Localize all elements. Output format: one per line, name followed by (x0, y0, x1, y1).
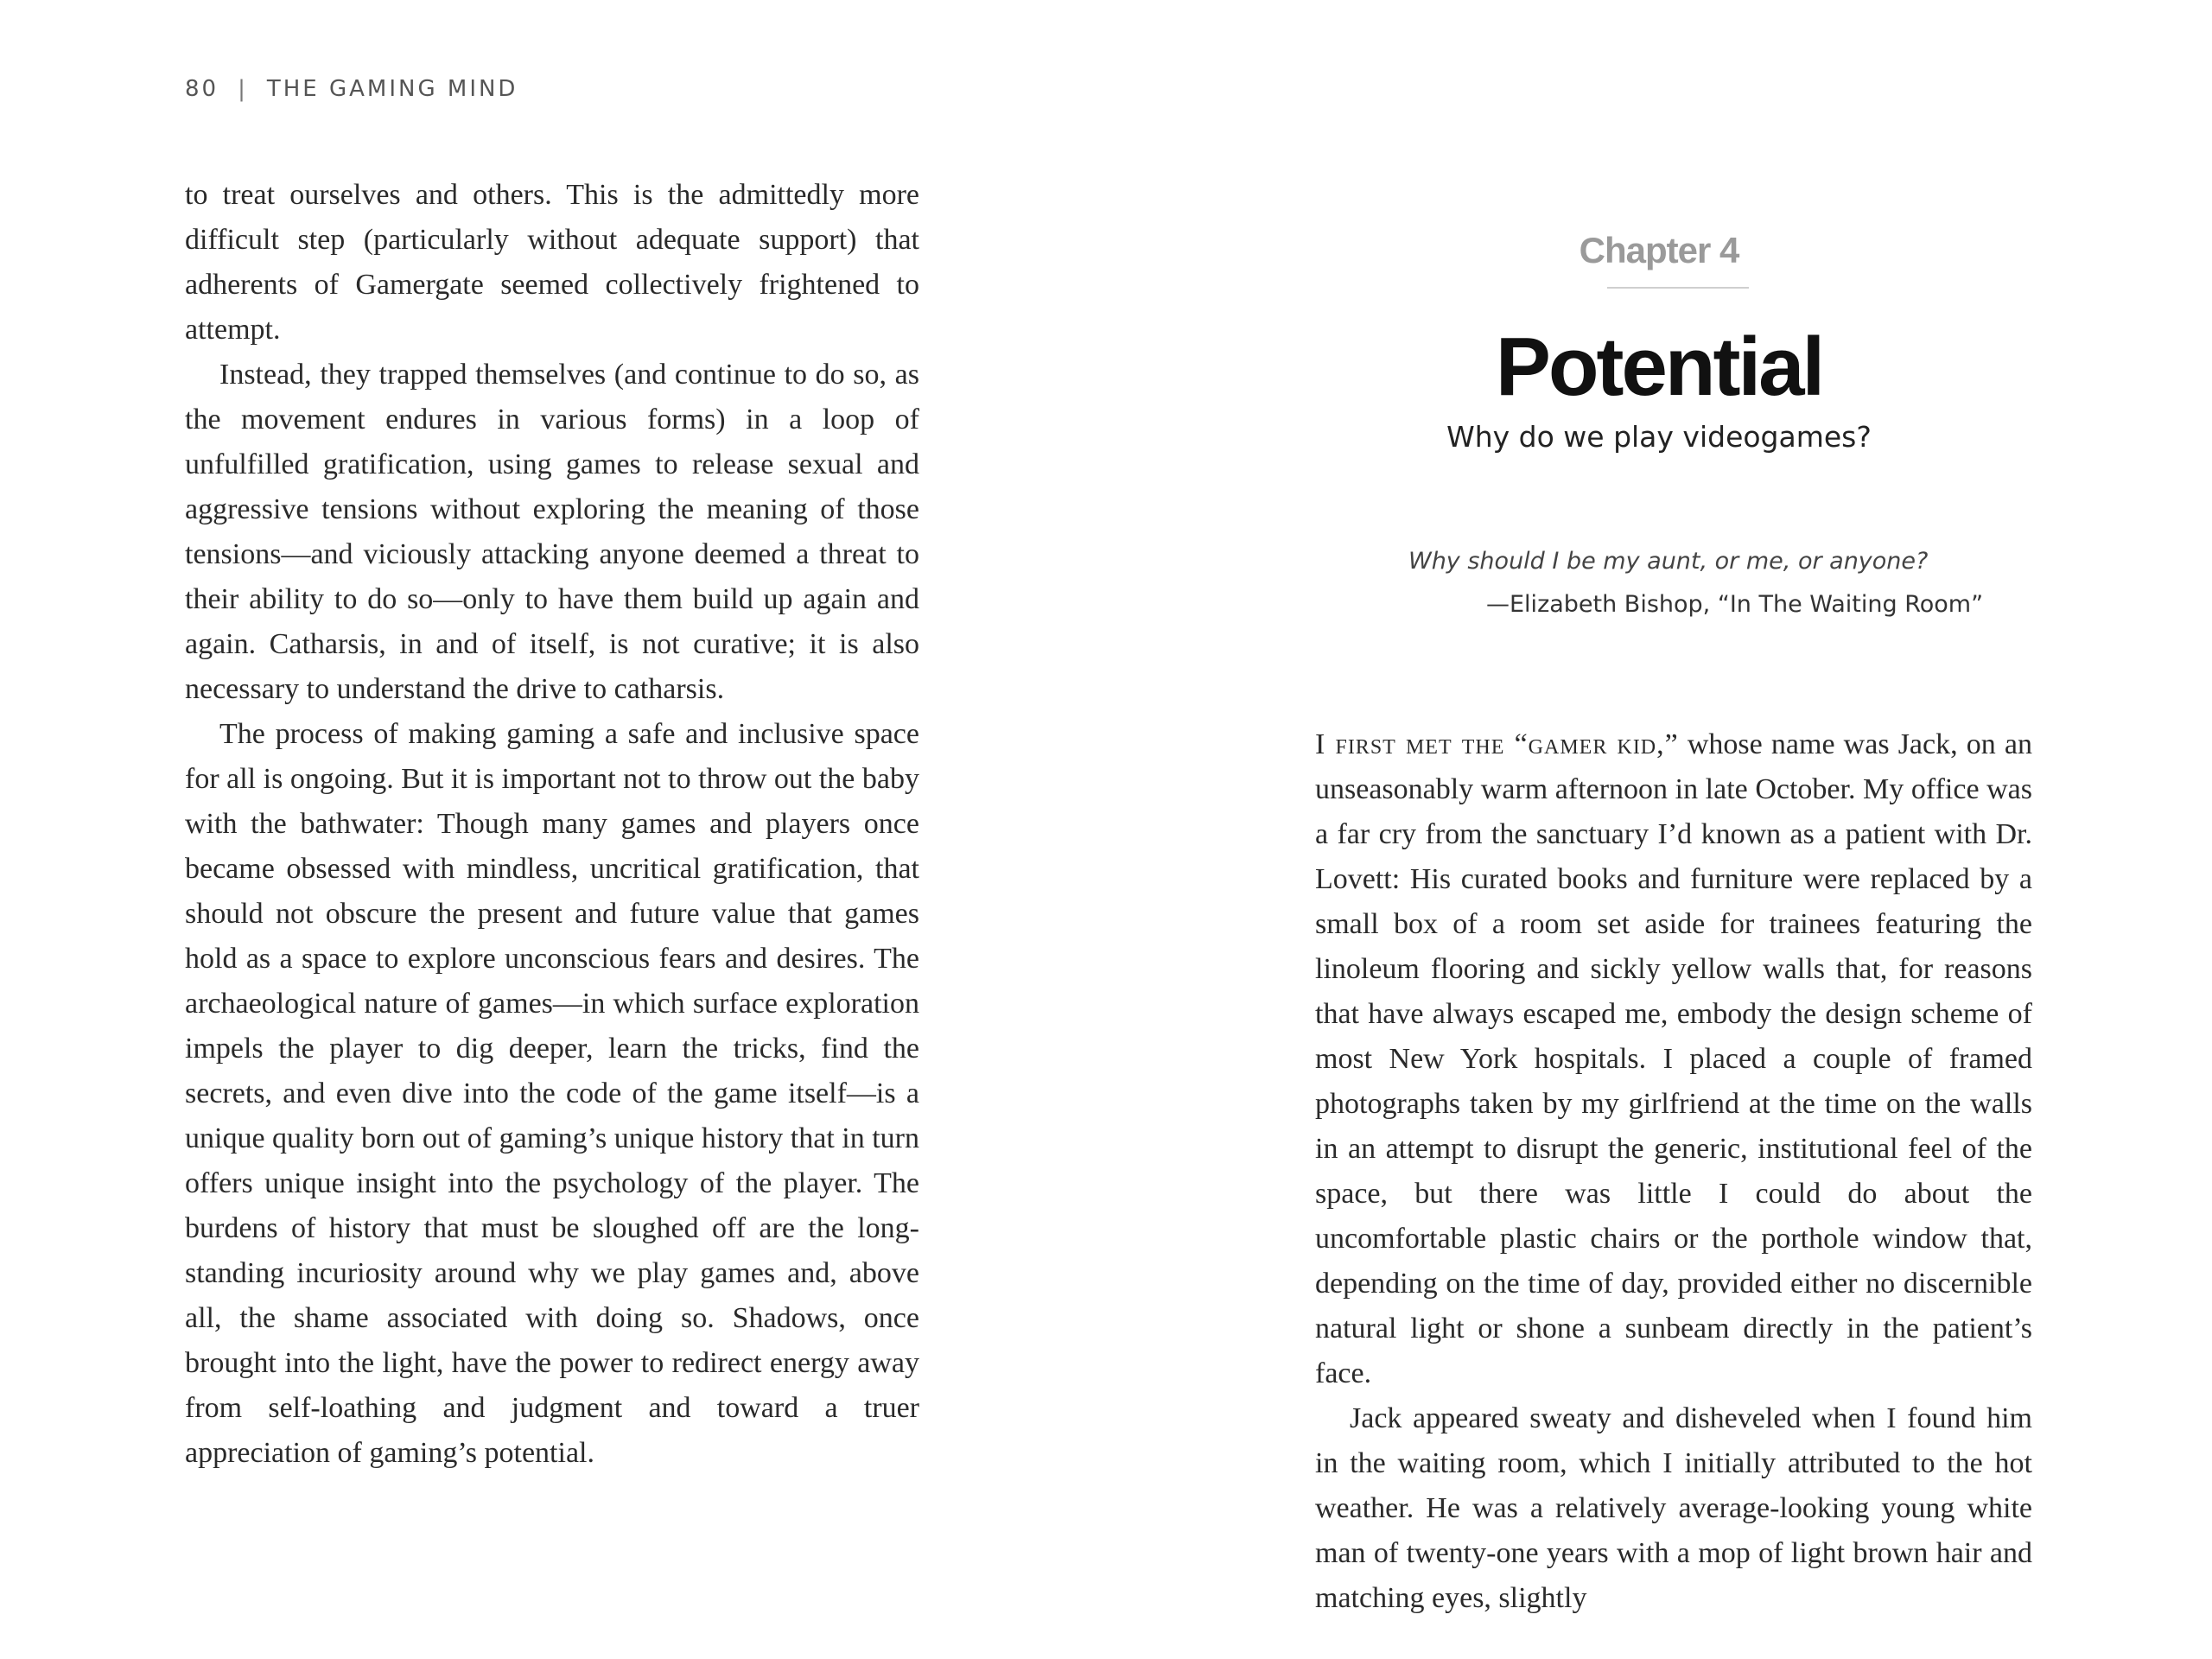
chapter-rule-divider (1607, 287, 1749, 289)
book-title: THE GAMING MIND (266, 76, 518, 102)
running-head-separator: | (238, 76, 248, 102)
chapter-title: Potential (1495, 321, 1823, 413)
right-body-text (1315, 722, 2032, 1621)
left-body-text (185, 173, 919, 1476)
opening-smallcaps: I first met the “gamer kid,” (1315, 728, 1679, 760)
right-page (1106, 0, 2212, 1659)
paragraph: The process of making gaming a safe and inclusive space for all is ongoing. But it is important not to throw out the baby with the bathwater: Though many games and players once became obsessed with mindless, uncritical gratification, that should not obscure the present and future value that games hold as a space to explore unconscious fears and desires. The archaeological nature of games—in which surface exploration impels the player to dig deeper, learn the tricks, find the secrets, and even dive into the code of the game itself—is a unique quality born out of gaming’s unique history that in turn offers unique insight into the psychology of the player. The burdens of history that must be sloughed off are the long-standing incuriosity around why we play games and, above all, the shame associated with doing so. Shadows, once brought into the light, have the power to redirect energy away from self-loathing and judgment and toward a truer appreciation of gaming’s potential. (185, 718, 919, 1469)
running-head (185, 76, 518, 102)
paragraph-text: whose name was Jack, on an unseasonably warm afternoon in late October. My office was a far cry from the sanctuary I’d known as a patient with Dr. Lovett: His curated books and furniture were replaced by a small box of a room set aside for trainees featuring the linoleum flooring and sickly yellow walls that, for reasons that have always escaped me, embody the design scheme of most New York hospitals. I placed a couple of framed photographs taken by my girlfriend at the time on the walls in an attempt to disrupt the generic, institutional feel of the space, but there was little I could do about the uncomfortable plastic chairs or the porthole window that, depending on the time of day, provided either no discernible natural light or shone a sunbeam directly in the patient’s face. (1315, 728, 2032, 1389)
paragraph (1315, 722, 2032, 1396)
chapter-label: Chapter 4 (1579, 230, 1739, 270)
epigraph-attribution: —Elizabeth Bishop, “In The Waiting Room” (1486, 591, 1984, 618)
epigraph-quote: Why should I be my aunt, or me, or anyone? (1408, 548, 1929, 575)
page-number: 80 (185, 76, 219, 102)
chapter-subtitle: Why do we play videogames? (1446, 420, 1872, 454)
paragraph: Jack appeared sweaty and disheveled when I found him in the waiting room, which I initially attributed to the hot weather. He was a relatively average-looking young white man of twenty-one years with a mop of light brown hair and matching eyes, slightly (1315, 1402, 2032, 1614)
paragraph: to treat ourselves and others. This is the admittedly more difficult step (particularly without adequate support) that adherents of Gamergate seemed collectively frightened to attempt. (185, 179, 919, 346)
paragraph: Instead, they trapped themselves (and continue to do so, as the movement endures in various forms) in a loop of unfulfilled gratification, using games to release sexual and aggressive tensions without exploring the meaning of those tensions—and viciously attacking anyone deemed a threat to their ability to do so—only to have them build up again and again. Catharsis, in and of itself, is not curative; it is also necessary to understand the drive to catharsis. (185, 359, 919, 705)
